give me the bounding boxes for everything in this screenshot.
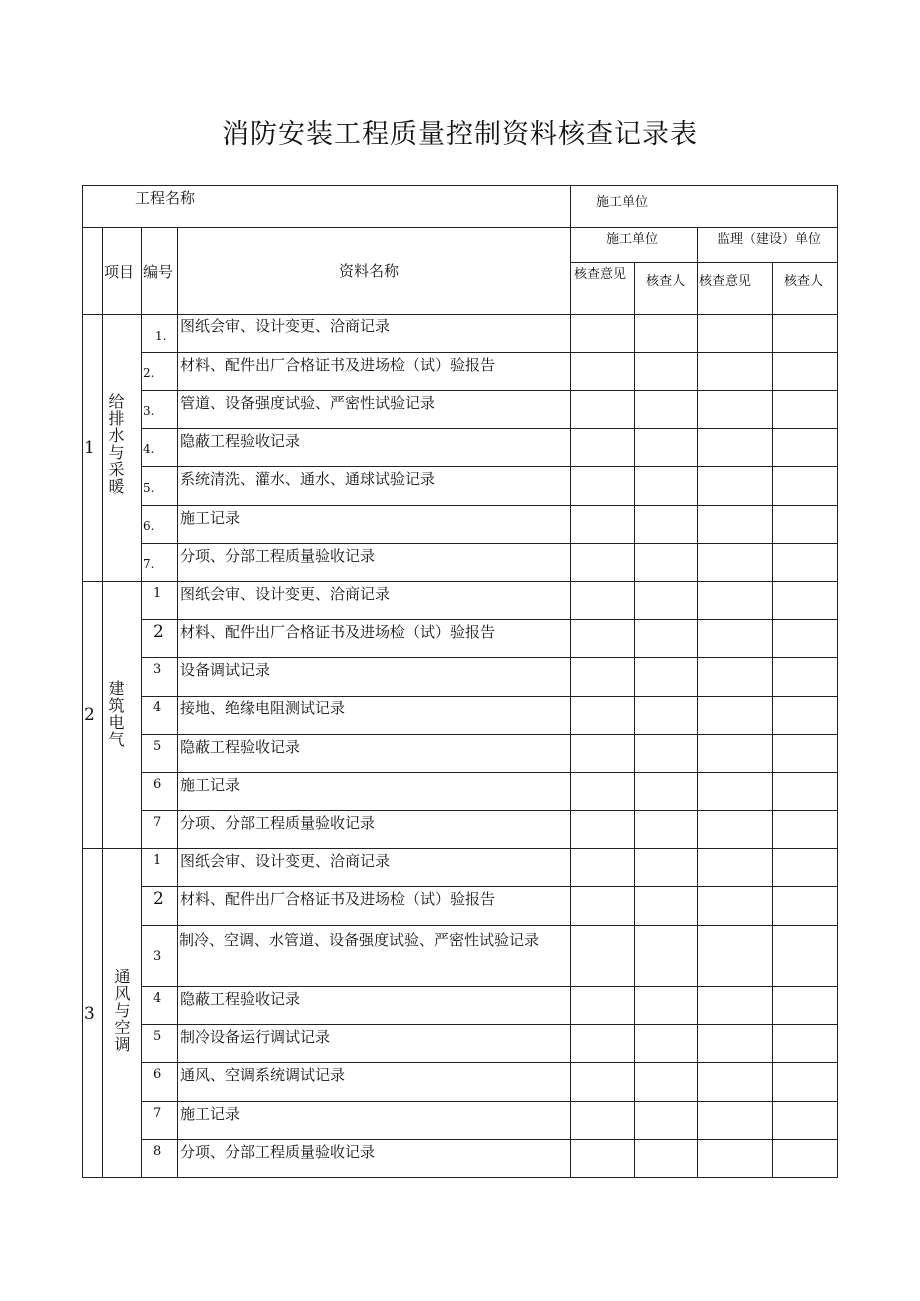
supervision-group-header: 监理（建设）单位 xyxy=(717,232,822,247)
document-name-column-header: 资料名称 xyxy=(339,262,400,280)
section-name: 通风与空调 xyxy=(112,968,131,1053)
row-number: 6 xyxy=(153,777,162,792)
document-name: 图纸会审、设计变更、洽商记录 xyxy=(180,585,391,603)
document-name: 材料、配件出厂合格证书及进场检（试）验报告 xyxy=(180,623,496,641)
row-number: 5 xyxy=(153,739,162,754)
document-name: 分项、分部工程质量验收记录 xyxy=(180,1143,376,1161)
document-name: 通风、空调系统调试记录 xyxy=(180,1066,346,1084)
item-column-header: 项目 xyxy=(104,263,135,281)
row-number: 6. xyxy=(143,519,155,533)
section-number: 1 xyxy=(84,438,95,458)
row-number: 1 xyxy=(153,586,162,601)
row-number: 2. xyxy=(143,366,155,380)
row-number: 1. xyxy=(155,329,167,343)
document-name: 图纸会审、设计变更、洽商记录 xyxy=(180,317,391,335)
document-name: 制冷、空调、水管道、设备强度试验、严密性试验记录 xyxy=(179,931,540,949)
document-name: 图纸会审、设计变更、洽商记录 xyxy=(180,852,391,870)
row-number: 5. xyxy=(143,481,155,495)
document-name: 材料、配件出厂合格证书及进场检（试）验报告 xyxy=(180,356,496,374)
document-name: 施工记录 xyxy=(180,509,241,527)
row-number: 2 xyxy=(153,622,164,642)
row-number: 3. xyxy=(143,404,155,418)
document-name: 分项、分部工程质量验收记录 xyxy=(180,547,376,565)
document-name: 隐蔽工程验收记录 xyxy=(180,432,301,450)
row-number: 8 xyxy=(153,1144,162,1159)
row-number: 4 xyxy=(153,700,162,715)
document-name: 设备调试记录 xyxy=(180,661,271,679)
document-name: 分项、分部工程质量验收记录 xyxy=(180,814,376,832)
opinion-column-header: 核查意见 xyxy=(574,267,627,282)
document-name: 接地、绝缘电阻测试记录 xyxy=(180,699,346,717)
document-name: 施工记录 xyxy=(180,776,241,794)
row-number: 2 xyxy=(153,889,164,909)
number-column-header: 编号 xyxy=(143,263,174,281)
row-number: 6 xyxy=(153,1067,162,1082)
document-name: 材料、配件出厂合格证书及进场检（试）验报告 xyxy=(180,890,496,908)
section-number: 3 xyxy=(84,1004,95,1024)
document-name: 制冷设备运行调试记录 xyxy=(180,1028,331,1046)
row-number: 4 xyxy=(153,991,162,1006)
row-number: 7. xyxy=(143,557,155,571)
section-name: 给排水与采暖 xyxy=(106,393,125,495)
row-number: 1 xyxy=(153,853,162,868)
opinion-column-header: 核查意见 xyxy=(699,274,752,289)
row-number: 5 xyxy=(153,1029,162,1044)
construction-group-header: 施工单位 xyxy=(606,232,659,247)
section-number: 2 xyxy=(84,705,95,725)
document-name: 施工记录 xyxy=(180,1105,241,1123)
row-number: 3 xyxy=(153,949,162,964)
document-name: 隐蔽工程验收记录 xyxy=(180,990,301,1008)
document-name: 管道、设备强度试验、严密性试验记录 xyxy=(180,394,436,412)
row-number: 7 xyxy=(153,815,162,830)
row-number: 4. xyxy=(143,442,155,456)
page-title: 消防安装工程质量控制资料核查记录表 xyxy=(222,119,698,150)
checker-column-header: 核查人 xyxy=(646,274,686,289)
construction-unit-label: 施工单位 xyxy=(596,195,649,210)
project-name-label: 工程名称 xyxy=(135,189,196,207)
document-name: 隐蔽工程验收记录 xyxy=(180,738,301,756)
row-number: 7 xyxy=(153,1106,162,1121)
row-number: 3 xyxy=(153,662,162,677)
document-name: 系统清洗、灌水、通水、通球试验记录 xyxy=(180,470,436,488)
checker-column-header: 核查人 xyxy=(784,274,824,289)
section-name: 建筑电气 xyxy=(106,680,125,748)
